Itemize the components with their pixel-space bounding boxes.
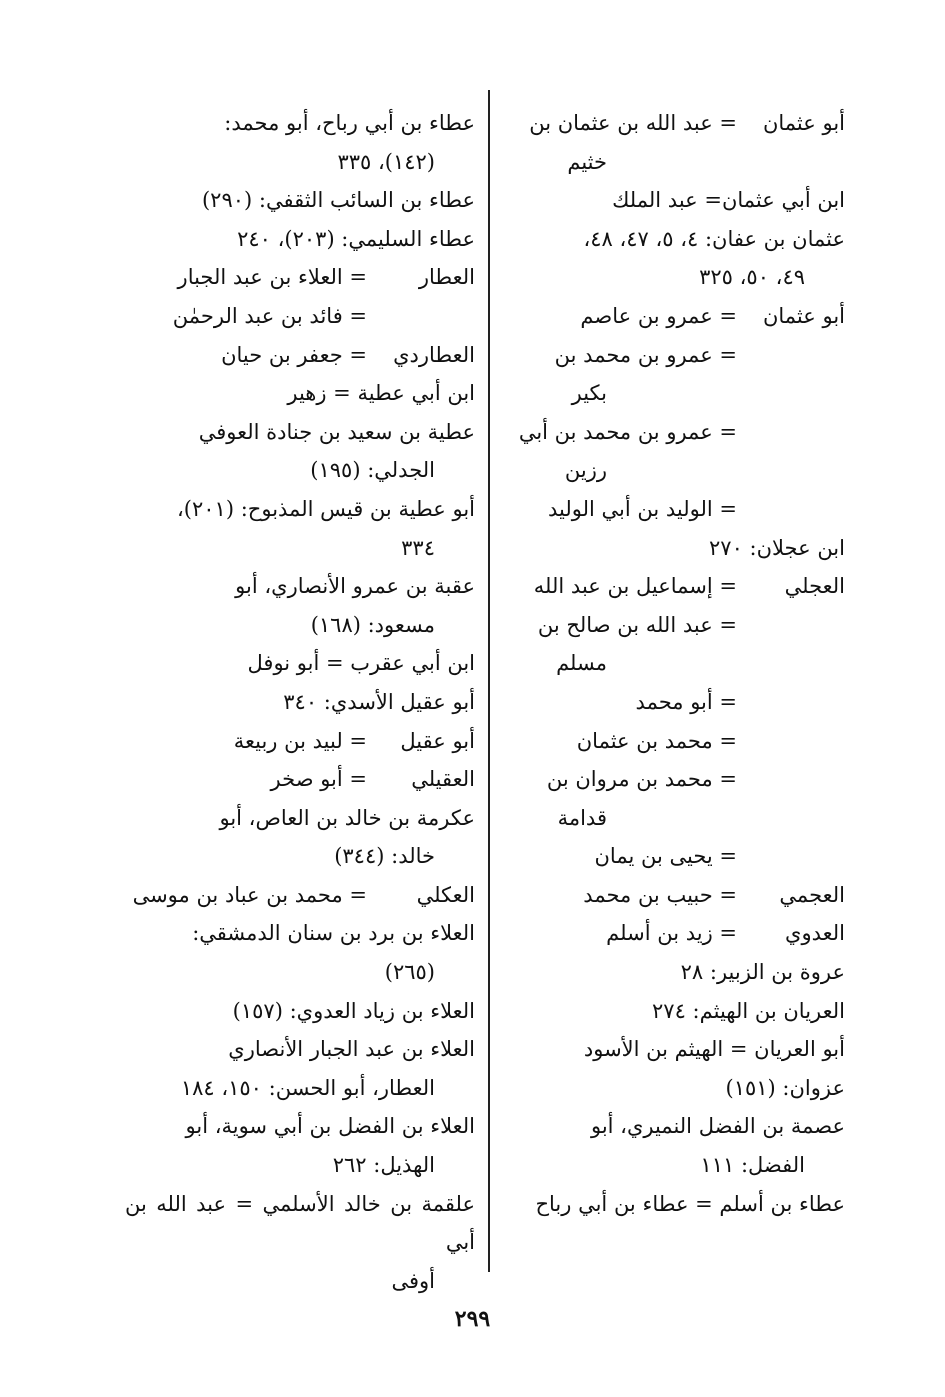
entry-text: العلاء بن عبد الجبار الأنصاري <box>228 1037 475 1062</box>
entry-text: عثمان بن عفان: ٤، ٥، ٤٧، ٤٨، <box>583 226 845 251</box>
right-column <box>495 104 845 1223</box>
entry-target <box>125 722 367 761</box>
sub-reference-entry <box>495 837 845 876</box>
entry-text: عطاء بن أبي رباح، أبو محمد: <box>224 111 475 135</box>
entry-text: أبو عقيل الأسدي: ٣٤٠ <box>283 689 475 714</box>
entry-continuation: الجدلي: (١٩٥) <box>310 458 435 483</box>
entry-target-text: = أبو صخر <box>270 767 367 792</box>
entry-text: أبو عطية بن قيس المذبوح: (٢٠١)، <box>177 496 475 521</box>
entry-continuation: مسلم <box>556 651 607 676</box>
sub-reference-entry <box>495 490 845 529</box>
entry-continuation: العطار، أبو الحسن: ١٥٠، ١٨٤ <box>180 1075 435 1100</box>
entry-text: عروة بن الزبير: ٢٨ <box>680 960 845 985</box>
index-entry <box>125 181 475 220</box>
entry-target-text: = عمرو بن عاصم <box>580 303 737 328</box>
index-entry <box>125 799 475 876</box>
cross-reference-entry <box>125 336 475 375</box>
index-entry <box>125 914 475 991</box>
entry-continuation: ٣٣٤ <box>401 535 435 560</box>
entry-continuation: قدامة <box>557 805 607 830</box>
cross-reference-entry <box>495 567 845 606</box>
cross-reference-entry <box>125 258 475 297</box>
cross-reference-entry <box>495 297 845 336</box>
entry-heading: العقيلي <box>411 767 475 792</box>
entry-text: علقمة بن خالد الأسلمي = عبد الله بن أبي <box>125 1191 475 1255</box>
entry-text: العلاء بن زياد العدوي: (١٥٧) <box>232 998 475 1023</box>
entry-heading: العكلي <box>416 882 475 907</box>
entry-target <box>125 876 367 915</box>
cross-reference-entry <box>495 876 845 915</box>
entry-text: = فائد بن عبد الرحمٰن <box>172 303 367 328</box>
entry-continuation: أوفى <box>391 1268 435 1293</box>
entry-target <box>125 760 367 799</box>
entry-target <box>125 258 367 297</box>
entry-text: عطاء بن السائب الثقفي: (٢٩٠) <box>201 188 475 213</box>
entry-continuation: بكير <box>571 381 607 406</box>
entry-continuation: خالد: (٣٤٤) <box>334 844 435 869</box>
entry-target <box>495 297 737 336</box>
entry-text: عطية بن سعيد بن جنادة العوفي <box>198 419 475 444</box>
entry-heading: أبو عقيل <box>400 728 475 753</box>
sub-reference-entry <box>495 413 845 490</box>
entry-target <box>495 104 737 181</box>
entry-continuation: الهذيل: ٢٦٢ <box>332 1153 435 1178</box>
index-entry <box>125 644 475 683</box>
index-entry <box>125 992 475 1031</box>
column-divider <box>488 90 490 1272</box>
cross-reference-entry <box>495 104 845 181</box>
index-entry <box>495 220 845 297</box>
entry-text: عزوان: (١٥١) <box>725 1075 845 1100</box>
index-entry <box>125 1185 475 1301</box>
entry-text: العريان بن الهيثم: ٢٧٤ <box>652 998 845 1023</box>
entry-continuation: رزين <box>564 458 607 483</box>
cross-reference-entry <box>125 722 475 761</box>
entry-text: عطاء بن أسلم = عطاء بن أبي رباح <box>535 1191 845 1216</box>
index-entry <box>125 104 475 181</box>
entry-target <box>495 567 737 606</box>
entry-continuation: (١٤٢)، ٣٣٥ <box>337 149 435 174</box>
entry-heading: أبو عثمان <box>762 303 845 328</box>
entry-text: ابن أبي عثمان= عبد الملك <box>612 188 845 213</box>
entry-heading: العجمي <box>779 882 845 907</box>
sub-reference-entry <box>125 297 475 336</box>
entry-target-text: = عبد الله بن عثمان بن <box>529 111 737 135</box>
index-entry <box>495 953 845 992</box>
entry-text: = عمرو بن محمد بن أبي <box>518 419 737 444</box>
entry-text: العلاء بن برد بن سنان الدمشقي: <box>192 921 475 946</box>
index-entry <box>125 683 475 722</box>
sub-reference-entry <box>495 722 845 761</box>
entry-continuation: الفضل: ١١١ <box>700 1153 805 1178</box>
index-entry <box>495 1185 845 1224</box>
entry-target <box>125 336 367 375</box>
entry-continuation: (٢٦٥) <box>384 960 435 985</box>
sub-reference-entry <box>495 760 845 837</box>
entry-target <box>495 876 737 915</box>
entry-text: = يحيى بن يمان <box>594 844 737 869</box>
entry-text: ابن أبي عقرب = أبو نوفل <box>247 651 475 676</box>
entry-target-text: = حبيب بن محمد <box>583 882 737 907</box>
entry-text: عصمة بن الفضل النميري، أبو <box>590 1114 845 1139</box>
entry-text: أبو العريان = الهيثم بن الأسود <box>583 1037 845 1062</box>
entry-continuation: خثيم <box>567 149 607 174</box>
page-number: ٢٩٩ <box>454 1306 491 1332</box>
index-entry <box>125 220 475 259</box>
sub-reference-entry <box>495 606 845 683</box>
entry-text: العلاء بن الفضل بن أبي سوية، أبو <box>185 1114 475 1139</box>
entry-text: = أبو محمد <box>635 689 737 714</box>
entry-target <box>495 914 737 953</box>
index-entry <box>125 374 475 413</box>
entry-target-text: = زيد بن أسلم <box>606 921 737 946</box>
index-entry <box>495 181 845 220</box>
index-entry <box>495 1107 845 1184</box>
index-entry <box>495 529 845 568</box>
sub-reference-entry <box>495 336 845 413</box>
entry-text: = عبد الله بن صالح بن <box>537 612 737 637</box>
entry-target-text: = إسماعيل بن عبد الله <box>533 574 737 599</box>
entry-continuation: ٤٩، ٥٠، ٣٢٥ <box>699 265 805 290</box>
index-entry <box>495 1069 845 1108</box>
left-column <box>125 104 475 1300</box>
entry-continuation: مسعود: (١٦٨) <box>310 612 435 637</box>
entry-text: عطاء السليمي: (٢٠٣)، ٢٤٠ <box>237 226 475 251</box>
index-entry <box>495 1030 845 1069</box>
entry-heading: العجلي <box>784 574 845 599</box>
entry-text: ابن عجلان: ٢٧٠ <box>709 535 845 560</box>
index-entry <box>125 1107 475 1184</box>
entry-target-text: = جعفر بن حيان <box>221 342 367 367</box>
index-entry <box>125 1030 475 1107</box>
entry-text: = الوليد بن أبي الوليد <box>548 496 737 521</box>
entry-heading: العدوي <box>785 921 845 946</box>
entry-heading: العطار <box>418 265 475 290</box>
entry-text: ابن أبي عطية = زهير <box>287 381 475 406</box>
entry-text: عقبة بن عمرو الأنصاري، أبو <box>235 574 475 599</box>
entry-target-text: = محمد بن عباد بن موسى <box>132 882 367 907</box>
index-entry <box>495 992 845 1031</box>
cross-reference-entry <box>495 914 845 953</box>
index-entry <box>125 490 475 567</box>
entry-heading: العطاردي <box>393 342 475 367</box>
entry-text: = محمد بن عثمان <box>576 728 737 753</box>
entry-target-text: = العلاء بن عبد الجبار <box>177 265 367 290</box>
entry-heading: أبو عثمان <box>762 111 845 135</box>
cross-reference-entry <box>125 760 475 799</box>
entry-text: عكرمة بن خالد بن العاص، أبو <box>219 805 475 830</box>
cross-reference-entry <box>125 876 475 915</box>
sub-reference-entry <box>495 683 845 722</box>
entry-text: = محمد بن مروان بن <box>546 767 737 792</box>
entry-target-text: = لبيد بن ربيعة <box>233 728 367 753</box>
entry-text: = عمرو بن محمد بن <box>554 342 737 367</box>
index-entry <box>125 413 475 490</box>
index-entry <box>125 567 475 644</box>
